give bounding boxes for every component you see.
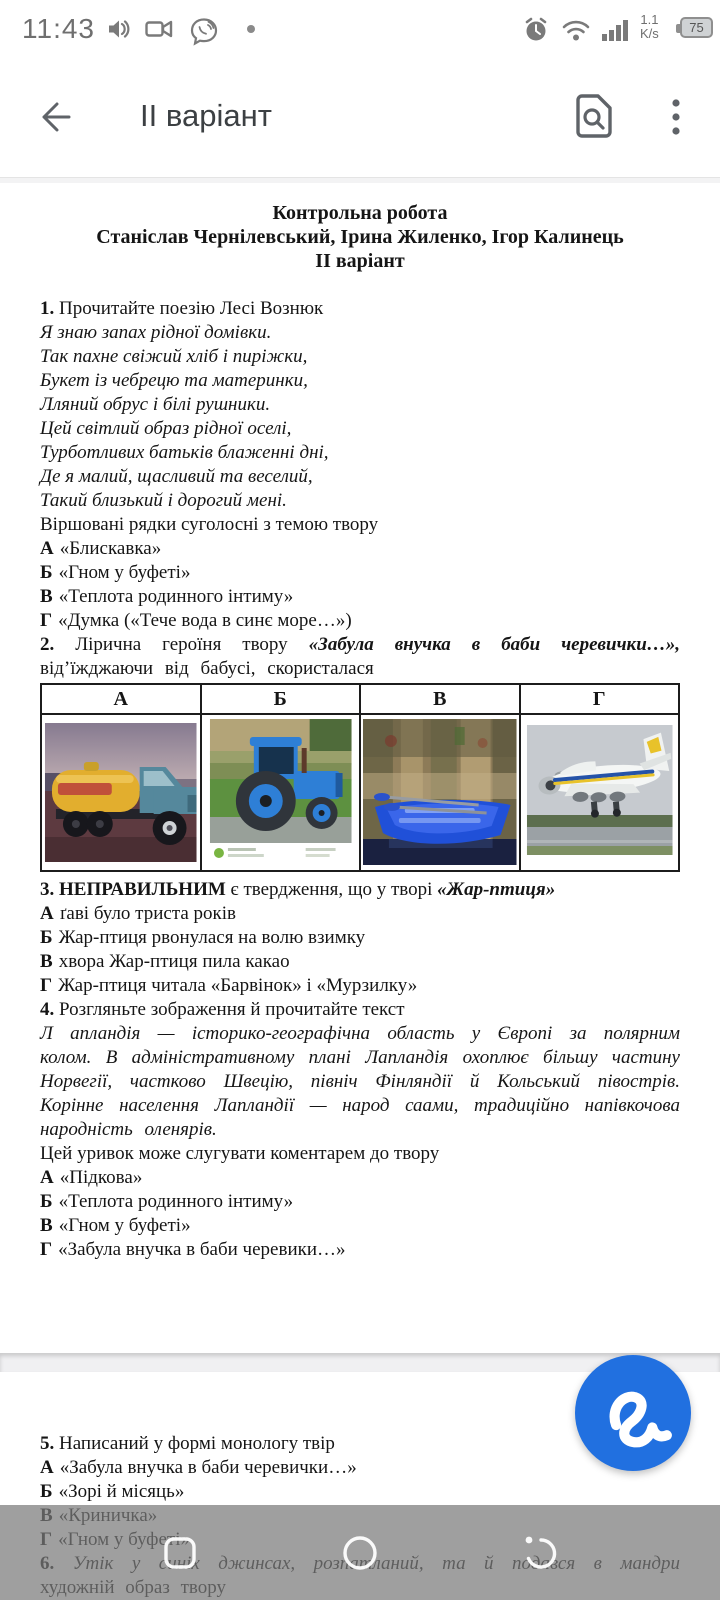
network-speed-unit: K/s [640, 26, 659, 41]
edit-fab[interactable] [575, 1355, 691, 1471]
tractor-photo [202, 715, 360, 870]
battery-icon [676, 17, 716, 39]
table-cell-truck [41, 714, 201, 871]
doc-heading-authors: Станіслав Чернілевський, Ірина Жиленко, Ігор Калинець [96, 226, 624, 248]
doc-heading-title: Контрольна робота [272, 202, 448, 224]
q1-option-b: Б «Гном у буфеті» [40, 562, 191, 583]
document-title: ІІ варіант [140, 98, 272, 133]
notification-dot [246, 24, 256, 34]
table-header-b: Б [201, 684, 361, 714]
alarm-icon [522, 16, 550, 44]
app-bar [0, 56, 720, 178]
q5-stem: 5. Написаний у формі монологу твір [40, 1433, 335, 1454]
navigation-bar [0, 1505, 720, 1600]
q3-option-g: Г Жар-птиця читала «Барвінок» і «Мурзилку» [40, 975, 418, 996]
doc-heading-variant: ІІ варіант [315, 250, 405, 272]
q1-option-g: Г «Думка («Тече вода в синє море…») [40, 610, 352, 631]
q4-option-v: В «Гном у буфеті» [40, 1215, 191, 1236]
truck-photo [42, 715, 200, 870]
poem-line: Турботливих батьків блаженні дні, [40, 442, 329, 463]
q1-option-v: В «Теплота родинного інтиму» [40, 586, 294, 607]
back-button[interactable] [518, 1531, 562, 1575]
poem-line: Де я малий, щасливий та веселий, [40, 466, 313, 487]
q4-stem: 4. Розгляньте зображення й прочитайте текст [40, 999, 405, 1020]
q2-answer-table [40, 683, 680, 872]
find-in-document-icon[interactable] [572, 92, 616, 140]
overflow-menu-icon[interactable] [662, 96, 690, 138]
table-cell-tractor [201, 714, 361, 871]
boat-photo [361, 715, 519, 870]
q1-stem: 1. Прочитайте поезію Лесі Вознюк [40, 298, 324, 319]
q3-option-b: Б Жар-птиця рвонулася на волю взимку [40, 927, 366, 948]
poem-line: Я знаю запах рідної домівки. [40, 322, 272, 343]
q3-option-v: В хвора Жар-птиця пила какао [40, 951, 290, 972]
poem-line: Лляний обрус і білі рушники. [40, 394, 271, 415]
table-header-g: Г [520, 684, 680, 714]
poem-line: Цей світлий образ рідної оселі, [40, 418, 292, 439]
poem-line: Такий близький і дорогий мені. [40, 490, 287, 511]
q2-stem: 2. Лірична героїня твору «Забула внучка в баби черевички…», від’їжджаючи від бабусі, скористалася [40, 634, 681, 679]
network-speed-value: 1.1 [640, 12, 659, 27]
network-speed [640, 13, 659, 41]
q5-option-a: А «Забула внучка в баби черевички…» [40, 1457, 357, 1478]
q4-option-a: А «Підкова» [40, 1167, 143, 1188]
recents-button[interactable] [158, 1531, 202, 1575]
q4-option-b: Б «Теплота родинного інтиму» [40, 1191, 294, 1212]
airplane-photo [521, 715, 679, 870]
document-page-1[interactable] [0, 183, 720, 1353]
table-header-v: В [360, 684, 520, 714]
battery-percent: 75 [689, 20, 704, 35]
back-arrow-icon[interactable] [36, 98, 74, 136]
speaker-icon [106, 16, 132, 42]
video-camera-icon [144, 16, 174, 42]
status-bar [0, 0, 720, 56]
poem-line: Так пахне свіжий хліб і пиріжки, [40, 346, 308, 367]
q3-stem: 3. НЕПРАВИЛЬНИМ є твердження, що у творі «Жар-птиця» [40, 879, 556, 900]
scribble-pen-icon [575, 1355, 691, 1471]
q4-prompt: Цей уривок може слугувати коментарем до твору [40, 1143, 440, 1164]
table-header-a: А [41, 684, 201, 714]
home-button[interactable] [338, 1531, 382, 1575]
table-cell-airplane [520, 714, 680, 871]
poem-line: Букет із чебрецю та материнки, [40, 370, 308, 391]
signal-icon [600, 16, 634, 44]
q5-option-b: Б «Зорі й місяць» [40, 1481, 185, 1502]
clock-time: 11:43 [22, 13, 95, 44]
wifi-icon [560, 16, 592, 44]
q1-option-a: А «Блискавка» [40, 538, 162, 559]
q4-option-g: Г «Забула внучка в баби черевики…» [40, 1239, 346, 1260]
q4-passage: Л апландія — історико-географічна область у Європі за полярним колом. В адміністративному плані Лапландія охоплює більшу частину Норвегії, частково Швецію, північ Фінляндії й Кольський півострів. Корінне населення Лапландії — народ саами, традиційно напівкочова народність оленярів. [40, 1023, 680, 1140]
viber-icon [188, 16, 220, 48]
table-cell-boat [360, 714, 520, 871]
q1-prompt: Віршовані рядки суголосні з темою твору [40, 514, 379, 535]
q3-option-a: А ґаві було триста років [40, 903, 237, 924]
